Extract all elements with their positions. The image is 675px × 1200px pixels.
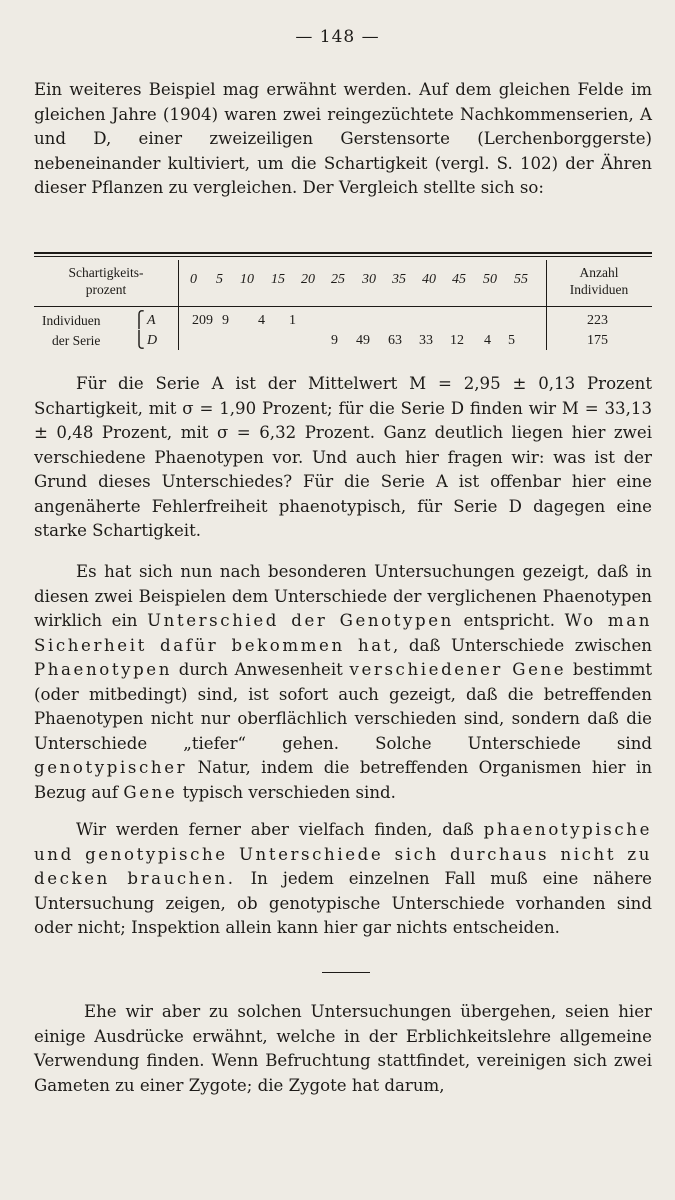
paragraph-3-text: , daß Unterschiede zwischen [393, 635, 652, 655]
table-top-rule [34, 252, 652, 254]
class-label: 55 [514, 272, 528, 287]
paragraph-2-text: Für die Serie A ist der Mittelwert M = 2,95 ± 0,13 Prozent Schartigkeit, mit σ = 1,90 Prozent; für die Serie D finden wir M = 33,13 ± 0,48 Prozent, mit σ = 6,32 Prozent. Ganz deutlich liegen hier zwei verschiedene Phaenotypen vor. Und auch hier fragen wir: was ist der Grund dieses Unterschiedes? Für die Serie A ist offenbar hier eine angenäherte Fehlerfreiheit phaenotypisch, für Serie D dagegen eine starke Schartigkeit. [34, 374, 652, 540]
paragraph-5 [34, 1000, 652, 1098]
table-header-rule [34, 306, 652, 307]
paragraph-3-text: durch Anwesenheit [172, 660, 350, 679]
row-d-value: 9 [331, 333, 338, 348]
series-d-label: D [147, 333, 158, 348]
total-a: 223 [587, 313, 608, 328]
bracket-bottom-glyph: ⎩ [133, 332, 145, 349]
row-a-value: 4 [258, 313, 265, 328]
row-d-value: 33 [419, 333, 433, 348]
row-d-value: 4 [484, 333, 491, 348]
row-d-value: 49 [356, 333, 370, 348]
emphasis-text: verschiedener Gene [349, 660, 567, 679]
emphasis-text: Phaenotypen [34, 660, 173, 679]
class-label: 40 [422, 272, 436, 287]
class-label: 5 [216, 272, 223, 287]
paragraph-1: Ein weiteres Beispiel mag erwähnt werden. Auf dem gleichen Felde im gleichen Jahre (1904) waren zwei reingezüchtete Nachkommenserien, A und D, einer zweizeiligen Gerstensorte (Lerchenborggerste) nebeneinander kultiviert, um die Schartigkeit (vergl. S. 102) der Ähren dieser Pflanzen zu vergleichen. Der Vergleich stellte sich so: [34, 80, 652, 197]
class-label: 15 [271, 272, 285, 287]
header-left-line2: prozent [85, 282, 127, 297]
row-d-value: 5 [508, 333, 515, 348]
emphasis-text: Unterschied der Genotypen [147, 611, 454, 630]
paragraph-4-text: Wir werden ferner aber vielfach finden, daß [76, 820, 484, 839]
row-label-line1: Individuen [42, 313, 101, 328]
paragraph-2 [34, 372, 652, 544]
class-label: 35 [392, 272, 406, 287]
table-top-rule-thin [34, 256, 652, 257]
paragraph-3-text: entspricht. [453, 611, 565, 630]
paragraph-3-text: Natur, indem die betreffenden Organismen hier in Bezug auf [34, 758, 652, 802]
row-d-value: 63 [388, 333, 402, 348]
schartigkeit-table [34, 252, 652, 352]
series-a-label: A [147, 313, 156, 328]
class-label: 0 [190, 272, 197, 287]
row-a-value: 209 [192, 313, 213, 328]
paragraph-4 [34, 818, 652, 941]
paragraph-3-text: Es hat sich nun nach besonderen Untersuchungen gezeigt, daß in diesen zwei Beispielen dem Unterschiede der verglichenen Phaenotypen wirklich ein [34, 562, 652, 630]
paragraph-3-text: bestimmt (oder mitbedingt) sind, ist sofort auch gezeigt, daß die betreffenden Phaenotypen nicht nur oberflächlich verschieden sind, sondern daß die Unterschiede „tiefer“ gehen. Solche Unterschiede sind [34, 660, 652, 753]
table-left-divider [178, 260, 179, 350]
class-label: 45 [452, 272, 466, 287]
page-number: — 148 — [295, 27, 380, 47]
total-d: 175 [587, 333, 608, 348]
paragraph-5-text: Ehe wir aber zu solchen Untersuchungen übergehen, seien hier einige Ausdrücke erwähnt, welche in der Erblichkeitslehre allgemeine Verwendung finden. Wenn Befruchtung stattfindet, vereinigen sich zwei Gameten zu einer Zygote; die Zygote hat darum, [34, 1002, 652, 1095]
paragraph-3-text: typisch verschieden sind. [177, 782, 396, 802]
row-a-value: 1 [289, 313, 296, 328]
class-label: 10 [240, 272, 254, 287]
emphasis-text: phaenotypische und genotypische Unterschiede sich durchaus nicht zu decken brauchen. [34, 820, 652, 888]
class-label: 30 [362, 272, 376, 287]
row-a-value: 9 [222, 313, 229, 328]
header-left-line1: Schartigkeits- [68, 265, 144, 280]
paragraph-4-text: In jedem einzelnen Fall muß eine nähere Untersuchung zeigen, ob genotypische Unterschiede vorhanden sind oder nicht; Inspektion allein kann hier gar nichts entscheiden. [34, 869, 652, 937]
row-label-line2: der Serie [52, 333, 101, 348]
class-label: 50 [483, 272, 497, 287]
emphasis-text: genotypischer [34, 758, 188, 777]
emphasis-text: Gene [123, 782, 178, 802]
bracket-top-glyph: ⎧ [133, 312, 145, 329]
class-label: 20 [301, 272, 315, 287]
class-label: 25 [331, 272, 345, 287]
emphasis-text: Wo man Sicherheit dafür bekommen hat [34, 611, 653, 655]
row-d-value: 12 [450, 333, 464, 348]
header-right-line2: Individuen [569, 282, 629, 297]
header-right-line1: Anzahl [579, 265, 619, 280]
paragraph-3 [34, 560, 652, 805]
section-separator [322, 972, 370, 973]
